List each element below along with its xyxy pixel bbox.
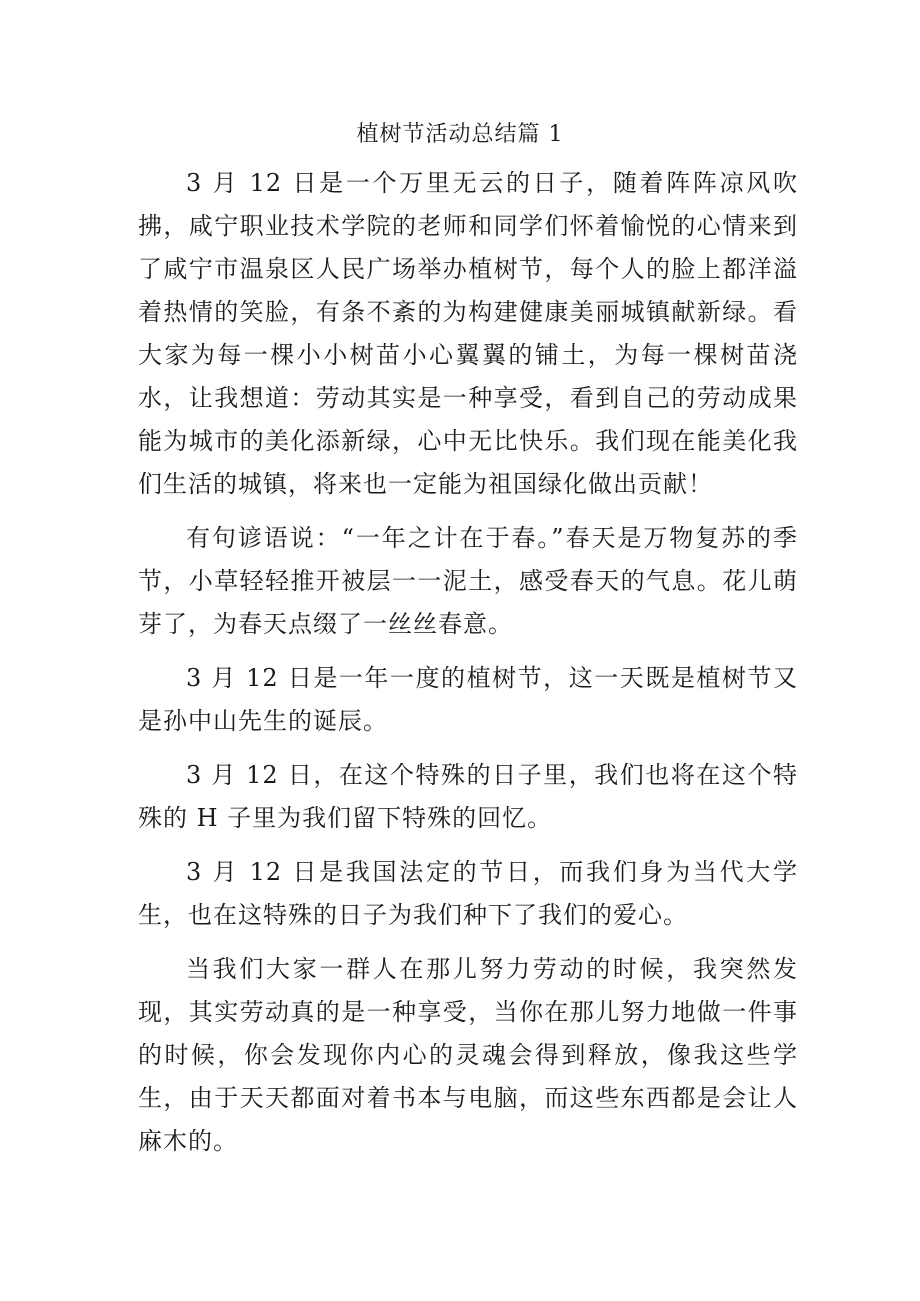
paragraph-4: 3 月 12 日，在这个特殊的日子里，我们也将在这个特殊的 H 子里为我们留下特殊的回忆。 bbox=[138, 761, 798, 832]
paragraph-5: 3 月 12 日是我国法定的节日，而我们身为当代大学生，也在这特殊的日子为我们种下了我们的爱心。 bbox=[138, 858, 798, 929]
paragraph-2: 有句谚语说：“一年之计在于春。”春天是万物复苏的季节，小草轻轻推开被层一一泥土，感受春天的气息。花儿萌芽了，为春天点缀了一丝丝春意。 bbox=[138, 524, 798, 638]
paragraph-1: 3 月 12 日是一个万里无云的日子，随着阵阵凉风吹拂，咸宁职业技术学院的老师和同学们怀着愉悦的心情来到了咸宁市温泉区人民广场举办植树节，每个人的脸上都洋溢着热情的笑脸，有条不紊的为构建健康美丽城镇献新绿。看大家为每一棵小小树苗小心翼翼的铺土，为每一棵树苗浇水，让我想道：劳动其实是一种享受，看到自己的劳动成果能为城市的美化添新绿，心中无比快乐。我们现在能美化我们生活的城镇，将来也一定能为祖国绿化做出贡献！ bbox=[138, 169, 798, 498]
document-title: 植树节活动总结篇 1 bbox=[356, 122, 564, 147]
paragraph-3: 3 月 12 日是一年一度的植树节，这一天既是植树节又是孙中山先生的诞辰。 bbox=[138, 664, 798, 735]
document-body bbox=[138, 162, 798, 1174]
paragraph-6: 当我们大家一群人在那儿努力劳动的时候，我突然发现，其实劳动真的是一种享受，当你在那儿努力地做一件事的时候，你会发现你内心的灵魂会得到释放，像我这些学生，由于天天都面对着书本与电脑，而这些东西都是会让人麻木的。 bbox=[138, 955, 798, 1155]
